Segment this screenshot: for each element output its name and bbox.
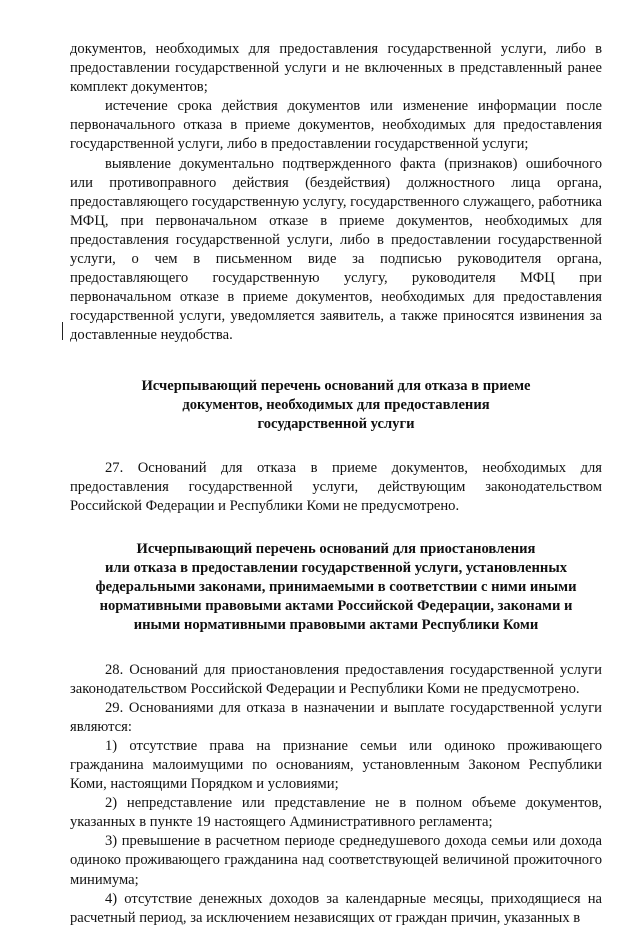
heading-line: нормативными правовыми актами Российской Федерации, законами и — [99, 598, 573, 615]
list-item-2: 2) непредставление или представление не в полном объеме документов, указанных в пункте 19 настоящего Административного регламента; — [70, 795, 602, 831]
section-heading-suspension-refusal — [70, 540, 602, 635]
intro-paragraph-1: документов, необходимых для предоставления государственной услуги, либо в предоставлении государственной услуги и не включенных в представленный ранее комплект документов; — [70, 41, 602, 96]
heading-line: или отказа в предоставлении государственной услуги, установленных — [104, 560, 568, 577]
intro-paragraph-3: выявление документально подтвержденного факта (признаков) ошибочного или противоправного действия (бездействия) должностного лица органа, предоставляющего государственную услугу, государственного служащего, работника МФЦ, при первоначальном отказе в приеме документов, необходимых для предоставления государственной услуги, либо в предоставлении государственной услуги, о чем в письменном виде за подписью руководителя органа, предоставляющего государственную услугу, руководителя МФЦ при первоначальном отказе в приеме документов, необходимых для предоставления государственной услуги, уведомляется заявитель, а также приносятся извинения за доставленные неудобства. — [70, 155, 602, 344]
heading-line: документов, необходимых для предоставления — [182, 396, 490, 413]
heading-line: Исчерпывающий перечень оснований для отказа в приеме — [141, 377, 531, 394]
list-item-1: 1) отсутствие права на признание семьи или одиноко проживающего гражданина малоимущими по основаниям, установленным Законом Республики Коми, настоящими Порядком и условиями; — [70, 737, 602, 793]
margin-mark — [62, 322, 63, 340]
list-item-4: 4) отсутствие денежных доходов за календарные месяцы, приходящиеся на расчетный период, за исключением независящих от граждан причин, указанных в — [70, 890, 602, 926]
intro-paragraph-2: истечение срока действия документов или изменение информации после первоначального отказа в приеме документов, необходимых для предоставления государственной услуги, либо в предоставлении государственной услуги; — [70, 98, 602, 153]
paragraph-29: 29. Основаниями для отказа в назначении и выплате государственной услуги являются: — [70, 699, 602, 735]
list-item-3: 3) превышение в расчетном периоде среднедушевого дохода семьи или дохода одиноко проживающего гражданина над соответствующей величиной прожиточного минимума; — [70, 833, 602, 888]
paragraph-27: 27. Оснований для отказа в приеме документов, необходимых для предоставления государственной услуги, действующим законодательством Российской Федерации и Республики Коми не предусмотрено. — [70, 459, 602, 514]
heading-line: федеральными законами, принимаемыми в соответствии с ними иными — [95, 579, 577, 596]
heading-line: иными нормативными правовыми актами Республики Коми — [133, 617, 539, 634]
section-heading-refusal-documents — [70, 377, 602, 434]
paragraph-28: 28. Оснований для приостановления предоставления государственной услуги законодательством Российской Федерации и Республики Коми не предусмотрено. — [70, 661, 602, 697]
heading-line: государственной услуги — [257, 415, 415, 432]
heading-line: Исчерпывающий перечень оснований для приостановления — [136, 541, 536, 558]
